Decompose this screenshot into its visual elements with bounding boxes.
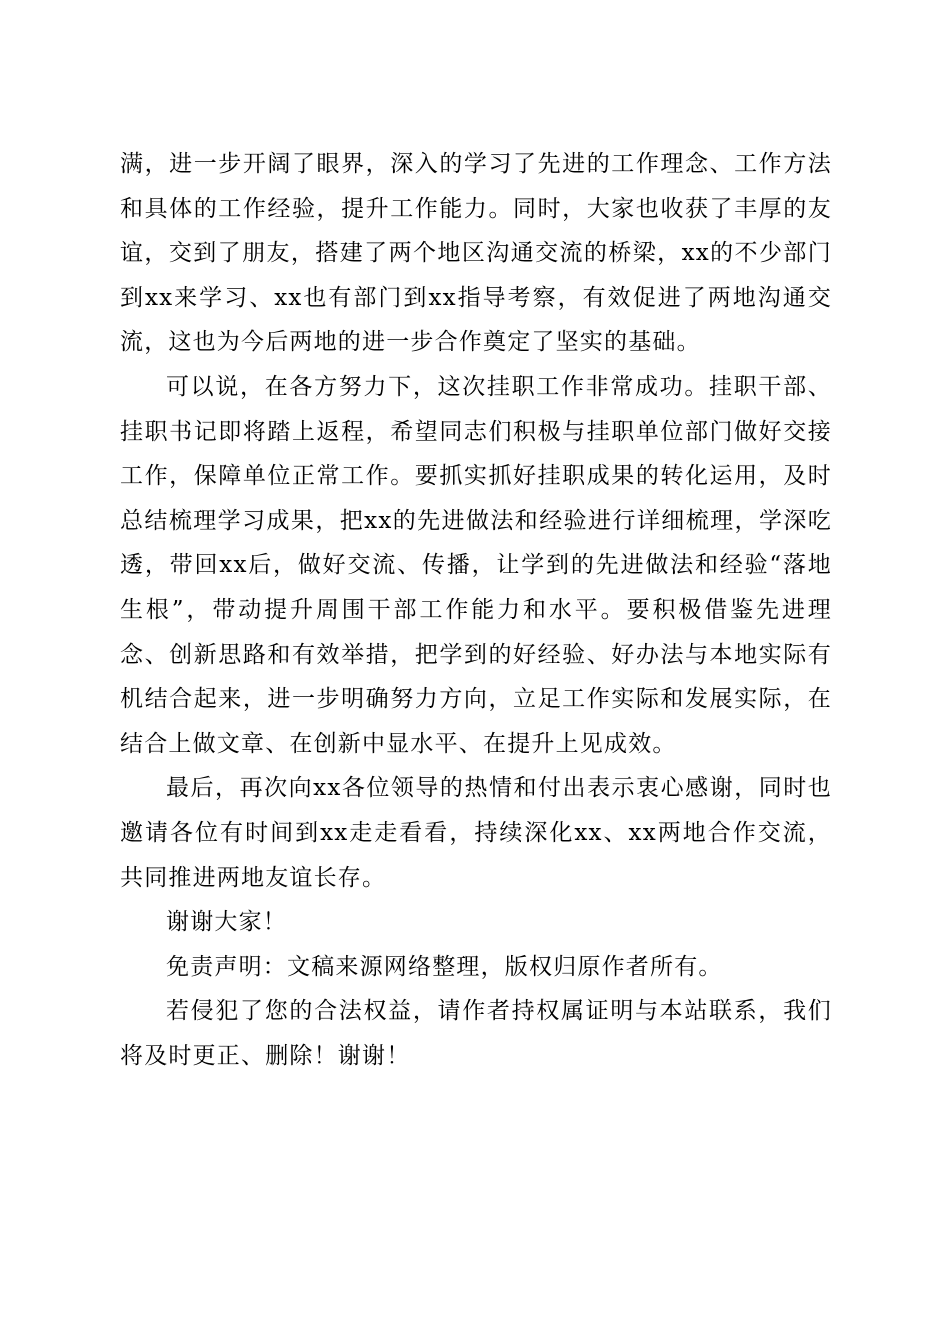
paragraph-continuation: 满，进一步开阔了眼界，深入的学习了先进的工作理念、工作方法和具体的工作经验，提升工作能力。同时，大家也收获了丰厚的友谊，交到了朋友，搭建了两个地区沟通交流的桥梁，xx的不少部门到xx来学习、xx也有部门到xx指导考察，有效促进了两地沟通交流，这也为今后两地的进一步合作奠定了坚实的基础。 (120, 151, 832, 356)
paragraph-thanks: 最后，再次向xx各位领导的热情和付出表示衷心感谢，同时也邀请各位有时间到xx走走看看，持续深化xx、xx两地合作交流，共同推进两地友谊长存。 (120, 775, 832, 891)
paragraph-disclaimer: 免责声明：文稿来源网络整理，版权归原作者所有。 (166, 953, 723, 980)
paragraph-secondment-summary: 可以说，在各方努力下，这次挂职工作非常成功。挂职干部、挂职书记即将踏上返程，希望同志们积极与挂职单位部门做好交接工作，保障单位正常工作。要抓实抓好挂职成果的转化运用，及时总结梳理学习成果，把xx的先进做法和经验进行详细梳理，学深吃透，带回xx后，做好交流、传播，让学到的先进做法和经验“落地生根”，带动提升周围干部工作能力和水平。要积极借鉴先进理念、创新思路和有效举措，把学到的好经验、好办法与本地实际有机结合起来，进一步明确努力方向，立足工作实际和发展实际，在结合上做文章、在创新中显水平、在提升上见成效。 (120, 373, 832, 757)
paragraph-closing: 谢谢大家！ (166, 909, 287, 936)
paragraph-copyright-notice: 若侵犯了您的合法权益，请作者持权属证明与本站联系，我们将及时更正、删除！谢谢！ (120, 998, 832, 1069)
document-body (120, 142, 832, 1078)
